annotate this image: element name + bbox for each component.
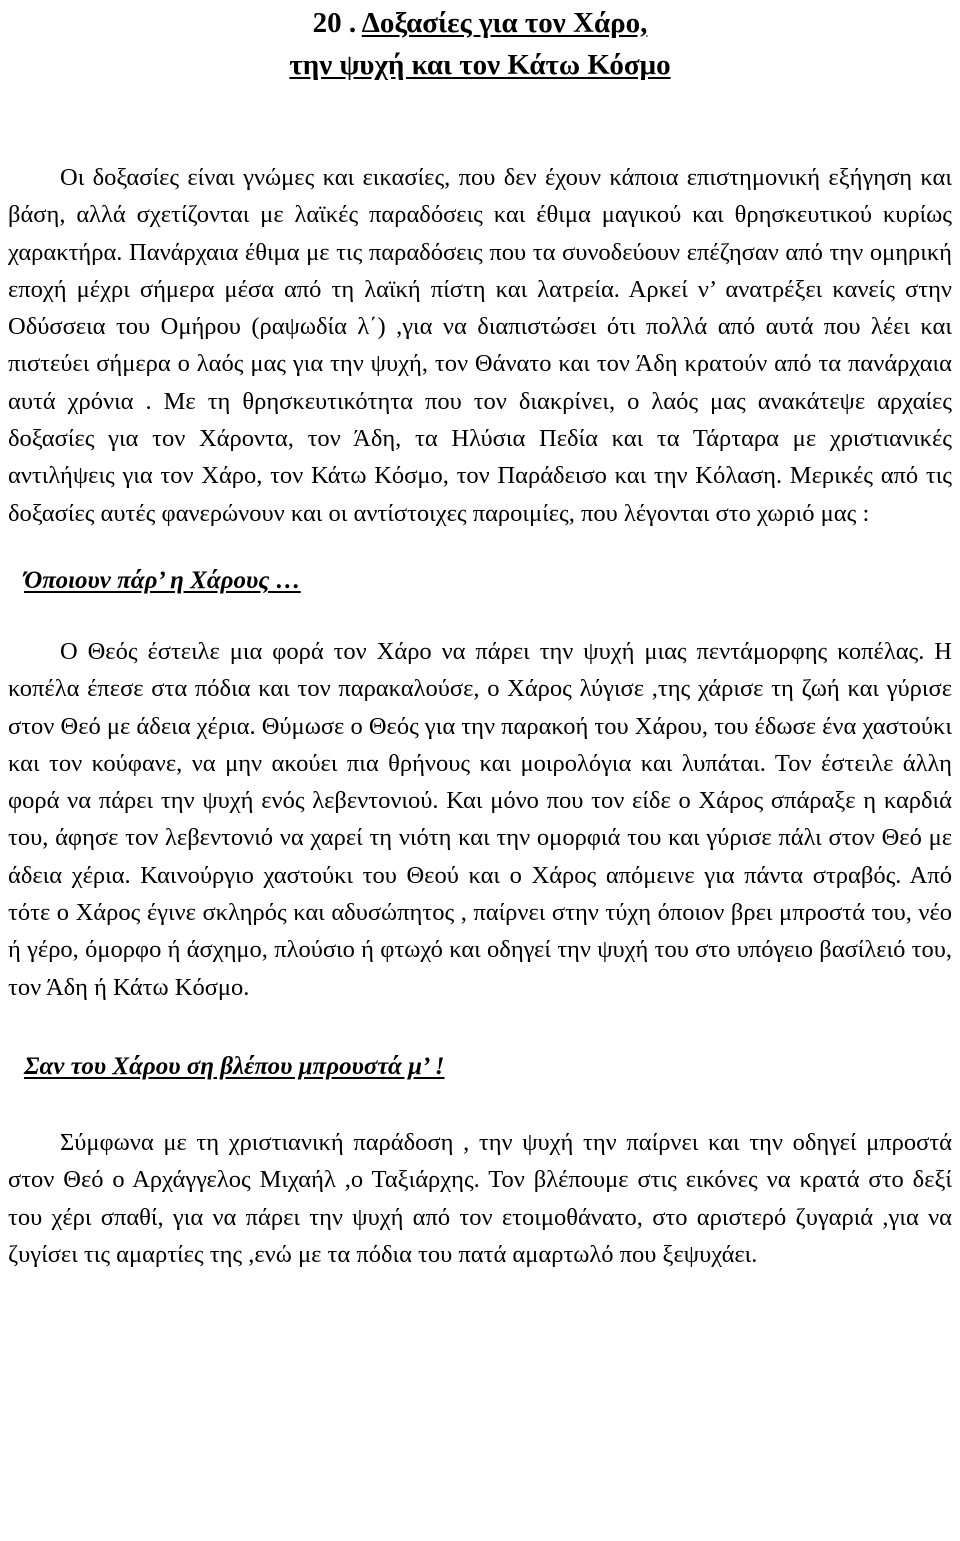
document-title [8, 0, 952, 86]
title-number: 20 . [312, 7, 362, 39]
title-line-1: Δοξασίες για τον Χάρο, [361, 7, 648, 39]
intro-paragraph: Οι δοξασίες είναι γνώμες και εικασίες, που δεν έχουν κάποια επιστημονική εξήγηση και βάση, αλλά σχετίζονται με λαϊκές παραδόσεις και έθιμα μαγικού και θρησκευτικού κυρίως χαρακτήρα. Πανάρχαια έθιμα με τις παραδόσεις που τα συνοδεύουν επέζησαν από την ομηρική εποχή μέχρι σήμερα μέσα από τη λαϊκή πίστη και λατρεία. Αρκεί ν’ ανατρέξει κανείς στην Οδύσσεια του Ομήρου (ραψωδία λ΄) ,για να διαπιστώσει ότι πολλά από αυτά που λέει και πιστεύει σήμερα ο λαός μας για την ψυχή, τον Θάνατο και τον Άδη κρατούν από τα πανάρχαια αυτά χρόνια . Με τη θρησκευτικότητα που τον διακρίνει, ο λαός μας ανακάτεψε αρχαίες δοξασίες για τον Χάροντα, τον Άδη, τα Ηλύσια Πεδία και τα Τάρταρα με χριστιανικές αντιλήψεις για τον Χάρο, τον Κάτω Κόσμο, τον Παράδεισο και την Κόλαση. Μερικές από τις δοξασίες αυτές φανερώνουν και οι αντίστοιχες παροιμίες, που λέγονται στο χωριό μας : [8, 164, 952, 527]
section-heading-2: Σαν του Χάρου ση βλέπου μπρουστά μ’ ! [24, 1052, 445, 1080]
title-line-2: την ψυχή και τον Κάτω Κόσμο [289, 49, 671, 81]
section-heading-1: Όποιουν πάρ’ η Χάρους … [24, 566, 301, 594]
section-2-paragraph: Σύμφωνα με τη χριστιανική παράδοση , την ψυχή την παίρνει και την οδηγεί μπροστά στον Θεό ο Αρχάγγελος Μιχαήλ ,ο Ταξιάρχης. Τον βλέπουμε στις εικόνες να κρατά στο δεξί του χέρι σπαθί, για να πάρει την ψυχή από τον ετοιμοθάνατο, στο αριστερό ζυγαριά ,για να ζυγίσει τις αμαρτίες της ,ενώ με τα πόδια του πατά αμαρτωλό που ξεψυχάει. [8, 1128, 952, 1268]
section-1-paragraph: Ο Θεός έστειλε μια φορά τον Χάρο να πάρει την ψυχή μιας πεντάμορφης κοπέλας. Η κοπέλα έπεσε στα πόδια και τον παρακαλούσε, ο Χάρος λύγισε ,της χάρισε τη ζωή και γύρισε στον Θεό με άδεια χέρια. Θύμωσε ο Θεός για την παρακοή του Χάρου, του έδωσε ένα χαστούκι και τον κούφανε, να μην ακούει πια θρήνους και μοιρολόγια και λυπάται. Τον έστειλε άλλη φορά να πάρει την ψυχή ενός λεβεντονιού. Και μόνο που τον είδε ο Χάρος σπάραξε η καρδιά του, άφησε τον λεβεντονιό να χαρεί τη νιότη και την ομορφιά του και γύρισε πάλι στον Θεό με άδεια χέρια. Καινούργιο χαστούκι του Θεού και ο Χάρος απόμεινε για πάντα στραβός. Από τότε ο Χάρος έγινε σκληρός και αδυσώπητος , παίρνει στην τύχη όποιον βρει μπροστά του, νέο ή γέρο, όμορφο ή άσχημο, πλούσιο ή φτωχό και οδηγεί την ψυχή του στο υπόγειο βασίλειό του, τον Άδη ή Κάτω Κόσμο. [8, 637, 952, 1001]
